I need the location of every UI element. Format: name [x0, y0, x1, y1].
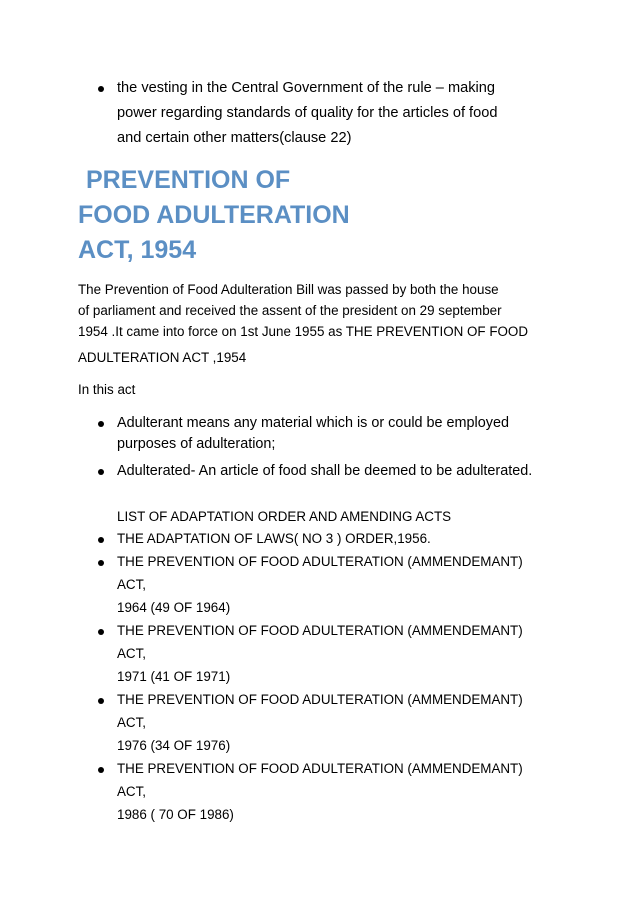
body-paragraph	[78, 281, 528, 370]
definition-line: purposes of adulteration;	[117, 436, 276, 452]
definitions-list	[0, 414, 638, 489]
intro-line: and certain other matters(clause 22)	[117, 130, 352, 146]
intro-line: the vesting in the Central Government of the rule – making	[117, 80, 496, 96]
list-item	[0, 530, 638, 553]
act-line: ACT,	[117, 646, 147, 661]
act-line: ACT,	[117, 577, 147, 592]
act-line: ACT,	[117, 784, 147, 799]
act-line: THE PREVENTION OF FOOD ADULTERATION (AMMENDEMANT)	[117, 623, 523, 638]
list-item	[0, 553, 638, 622]
bullet-icon	[98, 86, 104, 92]
act-line: 1986 ( 70 OF 1986)	[117, 807, 234, 822]
in-this-act-label: In this act	[78, 382, 136, 397]
list-heading: LIST OF ADAPTATION ORDER AND AMENDING ACTS	[117, 509, 452, 524]
act-line: THE ADAPTATION OF LAWS( NO 3 ) ORDER,1956.	[117, 531, 431, 546]
intro-line: power regarding standards of quality for the articles of food	[117, 105, 498, 121]
list-item	[0, 462, 638, 483]
bullet-icon	[98, 767, 104, 773]
heading-line: ACT, 1954	[78, 236, 197, 264]
act-line: THE PREVENTION OF FOOD ADULTERATION (AMMENDEMANT)	[117, 692, 523, 707]
paragraph-line: ADULTERATION ACT ,1954	[78, 350, 247, 365]
list-item	[0, 760, 638, 829]
intro-bullet-list	[0, 78, 638, 153]
bullet-icon	[98, 629, 104, 635]
list-item	[0, 78, 638, 153]
act-line: 1976 (34 OF 1976)	[117, 738, 231, 753]
act-line: THE PREVENTION OF FOOD ADULTERATION (AMMENDEMANT)	[117, 554, 523, 569]
list-item	[0, 691, 638, 760]
act-line: ACT,	[117, 715, 147, 730]
bullet-icon	[98, 537, 104, 543]
definition-line: Adulterant means any material which is or could be employed	[117, 415, 509, 431]
bullet-icon	[98, 421, 104, 427]
definition-line: Adulterated- An article of food shall be deemed to be adulterated.	[117, 463, 533, 479]
list-item	[0, 622, 638, 691]
bullet-icon	[98, 698, 104, 704]
paragraph-line: 1954 .It came into force on 1st June 1955 as THE PREVENTION OF FOOD	[78, 324, 529, 339]
act-line: THE PREVENTION OF FOOD ADULTERATION (AMMENDEMANT)	[117, 761, 523, 776]
heading-line: PREVENTION OF	[86, 166, 291, 194]
paragraph-line: The Prevention of Food Adulteration Bill was passed by both the house	[78, 282, 499, 297]
paragraph-line: of parliament and received the assent of the president on 29 september	[78, 303, 502, 318]
heading-line: FOOD ADULTERATION	[78, 201, 350, 229]
acts-list	[0, 530, 638, 829]
bullet-icon	[98, 560, 104, 566]
bullet-icon	[98, 469, 104, 475]
list-item	[0, 414, 638, 456]
section-heading	[78, 163, 350, 268]
act-line: 1971 (41 OF 1971)	[117, 669, 231, 684]
act-line: 1964 (49 OF 1964)	[117, 600, 231, 615]
